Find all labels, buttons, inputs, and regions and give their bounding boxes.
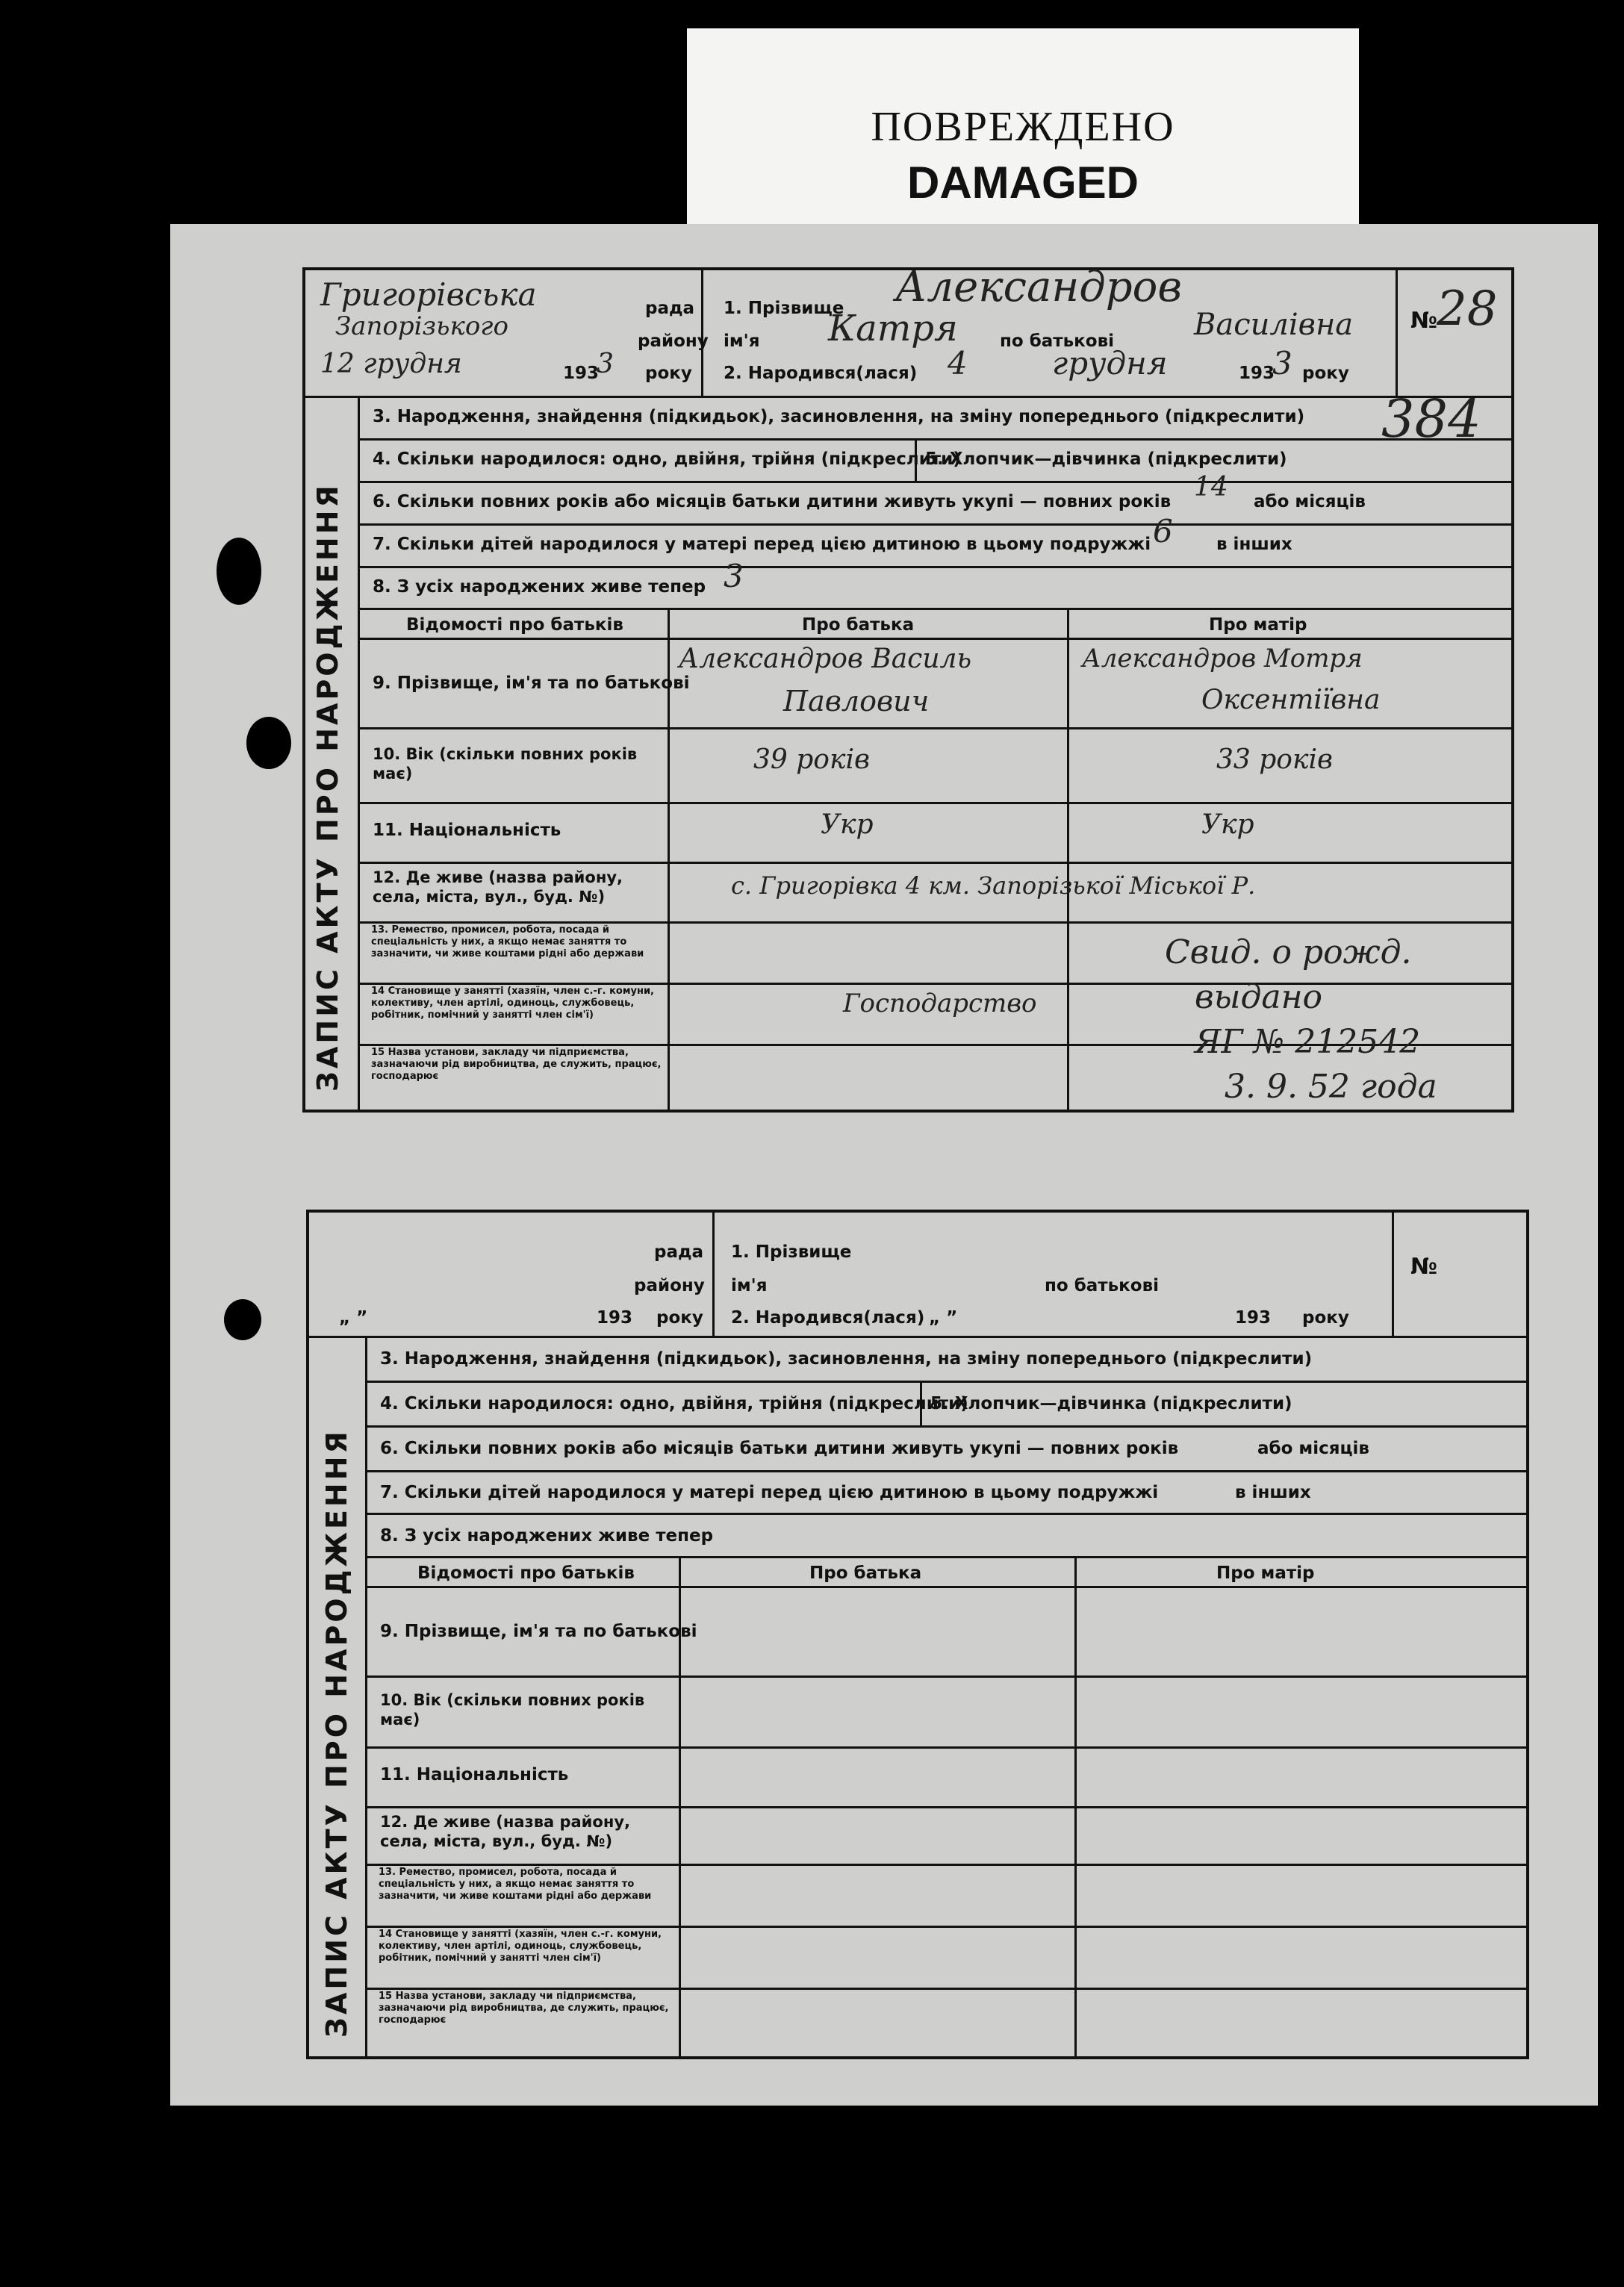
row-6-2: 6. Скільки повних років або місяців батьки дитини живуть укупі — повних років — [380, 1439, 1179, 1458]
surname-handwriting: Александров — [895, 263, 1182, 311]
born-quote-2: „ ” — [929, 1308, 958, 1328]
name-label: ім'я — [724, 332, 760, 351]
row-13-label: 13. Ремество, промисел, робота, посада й спеціальність у них, а якщо немає заняття то зазначити, чи живе коштами рідні або держави — [371, 924, 644, 959]
row-15-label: 15 Назва установи, закладу чи підприємства, зазначаючи рід виробництва, де служить, працює, господарює — [371, 1047, 662, 1082]
row-7-others-label-2: в інших — [1235, 1483, 1311, 1502]
row-11-label-2: 11. Національність — [380, 1765, 569, 1785]
surname-label: 1. Прізвище — [724, 299, 844, 318]
year-label-2: року — [656, 1308, 703, 1328]
mother-name-handwriting-1: Александров Мотря — [1082, 644, 1363, 673]
district-handwriting: Запорізького — [335, 311, 508, 341]
year-handwriting: 3 — [597, 349, 614, 379]
row-15-label-2: 15 Назва установи, закладу чи підприємства, зазначаючи рід виробництва, де служить, працює, господарює — [379, 1991, 669, 2026]
row-4: 4. Скільки народилося: одно, двійня, трійня (підкреслити) — [373, 449, 961, 469]
surname-label-2: 1. Прізвище — [731, 1242, 852, 1262]
row-8-2: 8. З усіх народжених живе тепер — [380, 1526, 714, 1546]
name-label-2: ім'я — [731, 1276, 768, 1295]
date-handwriting: 12 грудня — [320, 349, 462, 379]
row-11-label: 11. Національність — [373, 821, 561, 840]
date-blank-2: „ ” — [339, 1308, 368, 1328]
district-label: району — [638, 332, 709, 351]
tear-mark — [246, 717, 291, 769]
row-5: 5. Хлопчик—дівчинка (підкреслити) — [925, 449, 1287, 469]
born-day-handwriting: 4 — [948, 345, 968, 382]
row-7-others-label: в інших — [1216, 535, 1292, 554]
born-year-prefix: 193 — [1239, 364, 1275, 383]
patronymic-label: по батькові — [1000, 332, 1115, 351]
certificate-note-1: Свид. о рожд. — [1165, 933, 1412, 971]
row-10-label: 10. Вік (скільки повних років має) — [373, 745, 638, 782]
record-number-label-2: № — [1410, 1254, 1438, 1280]
row-7: 7. Скільки дітей народилося у матері перед цією дитиною в цьому подружжі — [373, 535, 1151, 554]
col-header-father-2: Про батька — [809, 1563, 922, 1583]
certificate-note-2: выдано — [1195, 978, 1323, 1016]
row-8-handwriting: 3 — [724, 558, 744, 594]
patronymic-label-2: по батькові — [1045, 1276, 1160, 1295]
residence-handwriting: с. Григорівка 4 км. Запорізької Міської Р. — [731, 871, 1256, 900]
year-label: року — [645, 364, 692, 383]
council-label: рада — [645, 299, 695, 318]
mother-name-handwriting-2: Оксентіївна — [1201, 685, 1381, 715]
row-7-2: 7. Скільки дітей народилося у матері перед цією дитиною в цьому подружжі — [380, 1483, 1159, 1502]
record-number-label: № — [1410, 308, 1438, 334]
row-4-2: 4. Скільки народилося: одно, двійня, трійня (підкреслити) — [380, 1394, 968, 1413]
council-handwriting: Григорівська — [320, 276, 537, 313]
born-label: 2. Народився(лася) — [724, 364, 918, 383]
col-header-father: Про батька — [802, 615, 915, 635]
father-name-handwriting-2: Павлович — [783, 685, 930, 718]
occupation-handwriting: Господарство — [843, 989, 1037, 1018]
year-prefix: 193 — [563, 364, 600, 383]
name-handwriting: Катря — [828, 308, 958, 349]
col-header-mother-2: Про матір — [1216, 1563, 1315, 1583]
col-header-mother: Про матір — [1209, 615, 1307, 635]
mother-age-handwriting: 33 років — [1216, 744, 1333, 775]
stamp-line-1: ПОВРЕЖДЕНО — [871, 104, 1175, 150]
born-year-prefix-2: 193 — [1235, 1308, 1272, 1328]
father-name-handwriting-1: Александров Василь — [679, 644, 972, 674]
tear-mark — [224, 1299, 261, 1340]
row-9-label: 9. Прізвище, ім'я та по батькові — [373, 673, 690, 693]
stamp-line-2: DAMAGED — [907, 158, 1139, 208]
council-label-2: рада — [654, 1242, 704, 1262]
born-label-2: 2. Народився(лася) — [731, 1308, 925, 1328]
row-9-label-2: 9. Прізвище, ім'я та по батькові — [380, 1622, 697, 1641]
row-7-handwriting: 6 — [1153, 513, 1173, 550]
year-prefix-2: 193 — [597, 1308, 633, 1328]
patronymic-handwriting: Василівна — [1194, 308, 1354, 342]
father-age-handwriting: 39 років — [753, 744, 870, 775]
row-3-2: 3. Народження, знайдення (підкидьок), засиновлення, на зміну попереднього (підкреслити) — [380, 1349, 1313, 1369]
born-month-handwriting: грудня — [1052, 345, 1168, 382]
row-3: 3. Народження, знайдення (підкидьок), засиновлення, на зміну попереднього (підкреслити) — [373, 407, 1305, 426]
row-6-years-handwriting: 14 — [1194, 472, 1228, 502]
mother-nationality-handwriting: Укр — [1201, 809, 1254, 840]
row-6-months-label-2: або місяців — [1257, 1439, 1369, 1458]
row-13-label-2: 13. Ремество, промисел, робота, посада й спеціальність у них, а якщо немає заняття то зазначити, чи живе коштами рідні або держави — [379, 1867, 652, 1902]
col-header-info-2: Відомості про батьків — [417, 1563, 635, 1583]
margin-number-handwriting: 384 — [1381, 388, 1481, 449]
row-6: 6. Скільки повних років або місяців батьки дитини живуть укупі — повних років — [373, 492, 1172, 511]
row-6-months-label: або місяців — [1254, 492, 1366, 511]
row-8: 8. З усіх народжених живе тепер — [373, 577, 706, 597]
row-14-label-2: 14 Становище у занятті (хазяїн, член с.-г. комуни, колективу, член артілі, одиноць, службовець, робітник, помічний у занятті член сім'ї) — [379, 1929, 662, 1964]
damaged-stamp — [687, 28, 1359, 226]
side-title-2: ЗАПИС АКТУ ПРО НАРОДЖЕННЯ — [320, 1428, 353, 2038]
born-year-label: року — [1302, 364, 1349, 383]
record-number-handwriting: 28 — [1437, 281, 1498, 337]
born-year-handwriting: 3 — [1272, 345, 1292, 382]
row-12-label: 12. Де живе (назва району, села, міста, вул., буд. №) — [373, 868, 623, 906]
father-nationality-handwriting: Укр — [821, 809, 874, 840]
col-header-info: Відомості про батьків — [406, 615, 623, 635]
certificate-note-3: ЯГ № 212542 — [1195, 1023, 1421, 1061]
district-label-2: району — [634, 1276, 705, 1295]
birth-record-2 — [306, 1210, 1529, 2059]
born-year-label-2: року — [1302, 1308, 1349, 1328]
row-12-label-2: 12. Де живе (назва району, села, міста, вул., буд. №) — [380, 1813, 630, 1850]
side-title: ЗАПИС АКТУ ПРО НАРОДЖЕННЯ — [311, 482, 344, 1092]
row-14-label: 14 Становище у занятті (хазяїн, член с.-г. комуни, колективу, член артілі, одиноць, службовець, робітник, помічний у занятті член сім'ї) — [371, 986, 654, 1021]
row-5-2: 5. Хлопчик—дівчинка (підкреслити) — [930, 1394, 1292, 1413]
row-10-label-2: 10. Вік (скільки повних років має) — [380, 1691, 645, 1729]
tear-mark — [217, 538, 261, 605]
birth-record-1 — [302, 263, 1514, 1113]
certificate-note-4: 3. 9. 52 года — [1225, 1068, 1437, 1106]
